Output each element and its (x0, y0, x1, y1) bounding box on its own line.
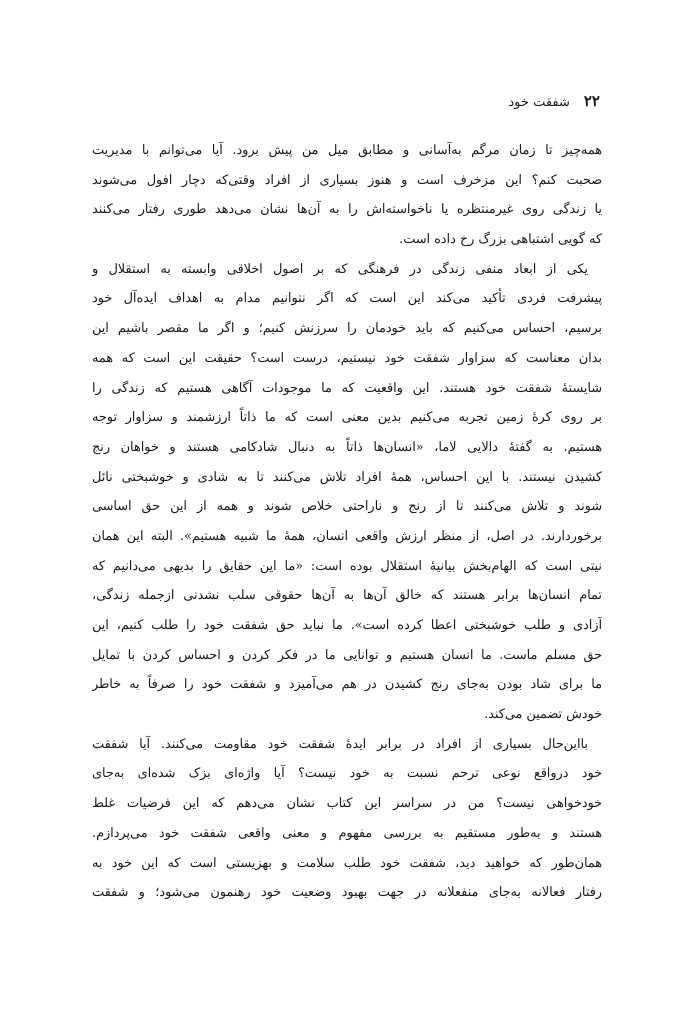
text-line: شوند و تلاش می‌کنند تا از رنج و ناراحتی خلاص شوند و همه از این حق اساسی (92, 499, 602, 515)
text-line: هستند و به‌طور مستقیم به بررسی مفهوم و معنی واقعی شفقت خود می‌پردازم. (92, 825, 602, 841)
text-line: تمام انسان‌ها برابر هستند که خالق آن‌ها به آن‌ها حقوقی سلب نشدنی ازجمله زندگی، (92, 588, 602, 604)
page-number: ۲۲ (583, 92, 600, 110)
text-line: رفتار فعالانه به‌جای منفعلانه در جهت بهبود وضعیت خود رهنمون می‌شود؛ و شفقت (92, 885, 602, 901)
text-line: برسیم، احساس می‌کنیم که باید خودمان را سرزنش کنیم؛ و اگر ما مقصر باشیم این (92, 321, 602, 337)
text-line: همه‌چیز تا زمان مرگم به‌آسانی و مطابق میل من پیش برود. آیا می‌توانم با مدیریت (92, 143, 602, 158)
text-line: یا زندگی روی غیرمنتظره یا ناخواسته‌اش را به آن‌ها نشان می‌دهد طوری رفتار می‌کنند (92, 202, 602, 218)
text-line: خود درواقع نوعی ترحم نسبت به خود نیست؟ آیا واژه‌ای بزک شده‌ای به‌جای (92, 766, 602, 782)
text-line: هستیم. به گفتهٔ دالایی لاما، «انسان‌ها ذاتاً به دنبال شادکامی هستند و خواهان رنج (92, 439, 602, 455)
text-line: نیتی است که الهام‌بخش بیانیهٔ استقلال بوده است: «ما این حقایق را بدیهی می‌دانیم که (92, 558, 602, 574)
running-header (92, 92, 600, 118)
text-line: آزادی و طلب خوشبختی اعطا کرده است». ما نباید حق شفقت خود را طلب کنیم، این (92, 618, 602, 633)
text-line: حق مسلم ماست. ما انسان هستیم و توانایی ما در فکر کردن و احساس کردن با تمایل (92, 647, 602, 663)
running-title: شفقت خود (508, 95, 570, 110)
text-line: بدان معناست که سزاوار شفقت خود نیستیم، درست است؟ حقیقت این است که همه (92, 350, 602, 366)
paragraph-end-line: که گویی اشتباهی بزرگ رخ داده است. (399, 232, 602, 248)
text-line: کشیدن نیستند. با این احساس، همهٔ افراد تلاش می‌کنند تا به شادی و خوشبختی نائل (92, 469, 602, 485)
text-line: شایستهٔ شفقت خود هستند. این واقعیت که ما موجودات آگاهی هستیم که زندگی را (92, 380, 602, 396)
text-line: خودخواهی نیست؟ من در سراسر این کتاب نشان می‌دهم که این فرضیات غلط (92, 796, 602, 812)
text-line: همان‌طور که خواهید دید، شفقت خود طلب سلامت و بهزیستی است که این خود به (92, 855, 602, 871)
body-text (92, 136, 602, 908)
text-line: برخوردارند. در اصل، از منظر ارزش واقعی انسان، همهٔ ما شبیه هستیم». البته این همان (92, 528, 602, 544)
text-line: ما برای شاد بودن به‌جای رنج کشیدن در هم می‌آمیزد و شفقت خود را صرفاً به خاطر (92, 677, 602, 693)
paragraph-start-line: یکی از ابعاد منفی زندگی در فرهنگی که بر اصول اخلاقی وابسته به استقلال و (92, 261, 588, 277)
text-line: صحبت کنم؟ این مزخرف است و هنوز بسیاری از افراد وقتی‌که دچار افول می‌شوند (92, 172, 602, 188)
text-line: بر روی کرهٔ زمین تجربه می‌کنیم بدین معنی است که ما ذاتاً ارزشمند و سزاوار توجه (92, 410, 602, 426)
text-line: پیشرفت فردی تأکید می‌کند این است که اگر نتوانیم مدام به اهداف ایده‌آل خود (92, 291, 602, 307)
paragraph-end-line: خودش تضمین می‌کند. (484, 707, 602, 723)
paragraph-start-line: بااین‌حال بسیاری از افراد در برابر ایدهٔ شفقت خود مقاومت می‌کنند. آیا شفقت (92, 736, 588, 752)
